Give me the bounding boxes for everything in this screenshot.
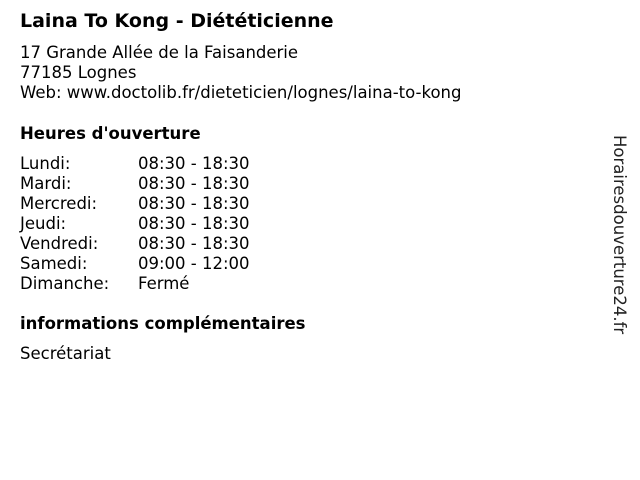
- page-title: Laina To Kong - Diététicienne: [20, 10, 334, 32]
- day-label: Mardi:: [20, 174, 72, 193]
- business-contact: [20, 43, 461, 103]
- hours-value: 08:30 - 18:30: [138, 234, 250, 253]
- day-label: Jeudi:: [20, 214, 67, 233]
- additional-info-heading: informations complémentaires: [20, 314, 306, 333]
- address-street: 17 Grande Allée de la Faisanderie: [20, 43, 299, 62]
- hours-value: 08:30 - 18:30: [138, 174, 250, 193]
- day-label: Dimanche:: [20, 274, 110, 293]
- day-label: Mercredi:: [20, 194, 98, 213]
- watermark-text: Horairesdouverture24.fr: [610, 135, 629, 335]
- day-label: Lundi:: [20, 154, 71, 173]
- hours-value: 09:00 - 12:00: [138, 254, 250, 273]
- hours-value: 08:30 - 18:30: [138, 214, 250, 233]
- website-link[interactable]: Web: www.doctolib.fr/dieteticien/lognes/laina-to-kong: [20, 83, 462, 102]
- additional-info-text: Secrétariat: [20, 344, 111, 363]
- opening-hours-heading: Heures d'ouverture: [20, 124, 201, 143]
- day-label: Vendredi:: [20, 234, 99, 253]
- hours-value: Fermé: [138, 274, 190, 293]
- hours-value: 08:30 - 18:30: [138, 194, 250, 213]
- hours-value: 08:30 - 18:30: [138, 154, 250, 173]
- address-city: 77185 Lognes: [20, 63, 137, 82]
- day-label: Samedi:: [20, 254, 88, 273]
